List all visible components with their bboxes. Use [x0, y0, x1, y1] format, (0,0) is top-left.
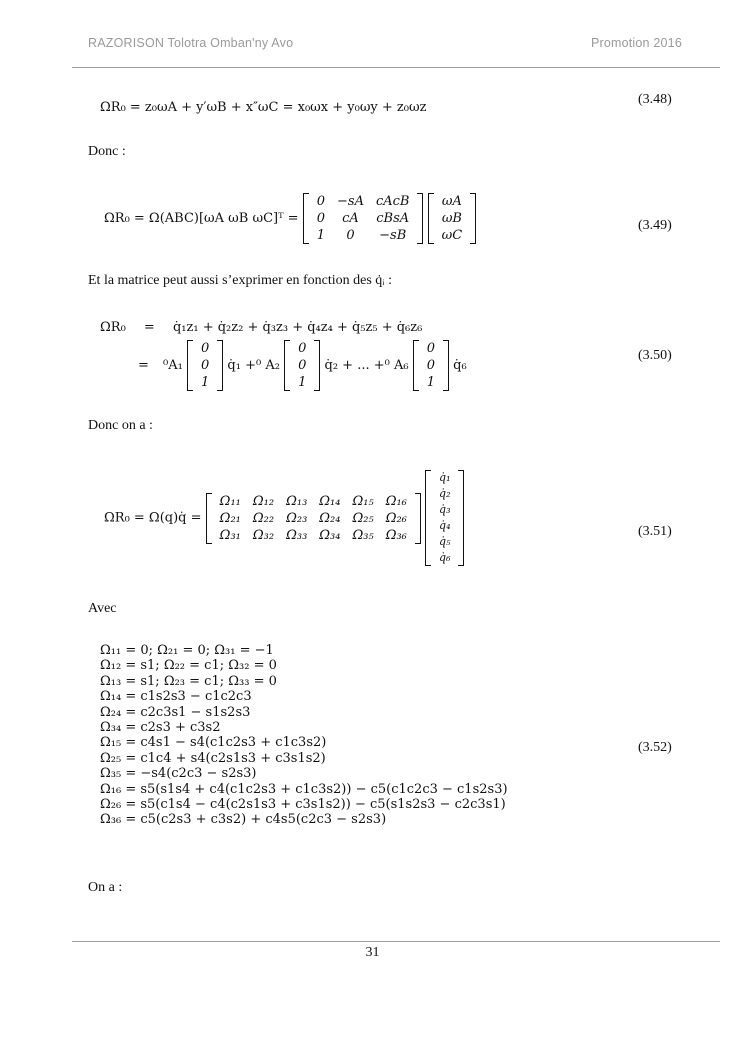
- header-author: RAZORISON Tolotra Omban'ny Avo: [88, 36, 294, 50]
- matrix-3-49-cell: cBsA: [376, 211, 410, 226]
- equation-3-52-line: Ω₁₅ = c4s1 − s4(c1c2s3 + c1c3s2): [100, 735, 327, 751]
- matrix-3-51-cell: Ω₁₂: [252, 493, 275, 509]
- matrix-3-51-cell: Ω₁₁: [219, 493, 241, 509]
- matrix-3-51-cell: Ω₂₅: [352, 510, 374, 526]
- matrix-3-49-cell: 1: [316, 228, 325, 243]
- matrix-3-49-cell: 0: [316, 211, 325, 226]
- matrix-3-51-cell: Ω₁₆: [385, 493, 407, 509]
- equation-3-50-col-6: [413, 340, 449, 391]
- column-3-50-cell: 1: [298, 375, 307, 390]
- paragraph-donc-on-a: Donc on a :: [88, 418, 153, 433]
- paragraph-matrice: Et la matrice peut aussi s’exprimer en fonction des q̇ᵢ :: [88, 273, 392, 288]
- equation-3-52-line: Ω₁₆ = s5(s1s4 + c4(c1c2s3 + c1c3s2)) − c5(c1c2c3 − c1s2s3): [100, 781, 508, 797]
- equation-3-52-line: Ω₃₄ = c2s3 + c3s2: [100, 719, 221, 735]
- matrix-3-49-cell: 0: [316, 194, 325, 209]
- equation-3-51-vector: [425, 470, 464, 566]
- matrix-3-51-cell: Ω₂₂: [252, 510, 275, 526]
- page-number: 31: [365, 945, 380, 960]
- column-3-50-cell: 0: [426, 341, 435, 356]
- equation-3-49-matrix: [303, 193, 424, 244]
- matrix-3-51-cell: Ω₁₄: [319, 493, 341, 509]
- column-3-50-cell: 1: [426, 375, 435, 390]
- equation-3-52-line: Ω₃₅ = −s4(c2c3 − s2s3): [100, 766, 257, 782]
- vector-3-51-cell: q̇₁: [439, 471, 451, 484]
- equation-3-48: ΩR₀ = z₀ωA + y′ωB + x″ωC = x₀ωx + y₀ωy + z₀ωz: [100, 100, 427, 115]
- equation-3-49-lhs: ΩR₀ = Ω(ABC)[ωA ωB ωC]ᵀ =: [104, 211, 299, 226]
- vector-3-51-cell: q̇₆: [439, 551, 451, 564]
- equation-3-51-matrix: [206, 493, 421, 544]
- equation-3-51: [104, 470, 464, 566]
- matrix-3-51-cell: Ω₃₃: [286, 527, 308, 543]
- equation-3-52-line: Ω₂₄ = c2c3s1 − s1s2s3: [100, 704, 251, 720]
- paragraph-donc: Donc :: [88, 144, 126, 159]
- equation-number-3-52: (3.52): [638, 740, 672, 755]
- paragraph-avec: Avec: [88, 601, 117, 616]
- equation-3-50-col-1: [187, 340, 223, 391]
- header-promotion: Promotion 2016: [590, 36, 682, 50]
- equation-3-52-line: Ω₁₃ = s1; Ω₂₃ = c1; Ω₃₃ = 0: [100, 673, 277, 689]
- equation-3-50-q2: q̇₂ + ... +⁰ A₆: [324, 358, 409, 373]
- matrix-3-49-cell: −sA: [337, 194, 364, 209]
- column-3-50-cell: 0: [298, 358, 307, 373]
- vector-3-49-cell: ωB: [441, 211, 462, 226]
- equation-number-3-51: (3.51): [638, 524, 672, 539]
- column-3-50-cell: 0: [298, 341, 307, 356]
- equation-3-50-rhs: q̇₁z₁ + q̇₂z₂ + q̇₃z₃ + q̇₄z₄ + q̇₅z₅ + q̇₆z₆: [172, 320, 423, 335]
- matrix-3-49-cell: cAcB: [375, 194, 410, 209]
- equation-3-50-lhs: ΩR₀: [100, 320, 126, 335]
- equation-3-52: [100, 643, 508, 828]
- equation-3-52-line: Ω₁₁ = 0; Ω₂₁ = 0; Ω₃₁ = −1: [100, 643, 274, 658]
- matrix-3-51-cell: Ω₂₄: [319, 510, 341, 526]
- equation-3-50-q1: q̇₁ +⁰ A₂: [227, 358, 280, 373]
- vector-3-51-cell: q̇₄: [439, 519, 451, 532]
- column-3-50-cell: 0: [201, 358, 210, 373]
- equation-3-52-line: Ω₁₂ = s1; Ω₂₂ = c1; Ω₃₂ = 0: [100, 658, 277, 674]
- matrix-3-51-cell: Ω₃₁: [219, 527, 241, 543]
- matrix-3-51-cell: Ω₃₆: [385, 527, 407, 543]
- equation-3-52-line: Ω₂₅ = c1c4 + s4(c2s1s3 + c3s1s2): [100, 750, 326, 766]
- equation-3-52-line: Ω₃₆ = c5(c2s3 + c3s2) + c4s5(c2c3 − s2s3): [100, 812, 387, 828]
- footer-rule: [72, 941, 720, 942]
- equation-3-50-line1: ΩR₀ = q̇₁z₁ + q̇₂z₂ + q̇₃z₃ + q̇₄z₄ + q̇₅z₅ + q̇₆z₆: [100, 320, 423, 335]
- equation-3-50-col-2: [284, 340, 320, 391]
- matrix-3-51-cell: Ω₃₄: [319, 527, 341, 543]
- equation-3-52-line: Ω₁₄ = c1s2s3 − c1c2c3: [100, 689, 252, 705]
- matrix-3-51-cell: Ω₃₂: [252, 527, 275, 543]
- equation-number-3-50: (3.50): [638, 348, 672, 363]
- column-3-50-cell: 0: [426, 358, 435, 373]
- matrix-3-49-cell: 0: [346, 228, 355, 243]
- vector-3-51-cell: q̇₂: [439, 487, 451, 500]
- matrix-3-49-cell: cA: [342, 211, 359, 226]
- matrix-3-51-cell: Ω₂₃: [286, 510, 308, 526]
- equation-number-3-49: (3.49): [638, 218, 672, 233]
- equation-3-49-vector: [428, 193, 477, 244]
- equation-number-3-48: (3.48): [638, 92, 672, 107]
- equation-3-50-q6: q̇₆: [453, 358, 467, 373]
- equation-3-50-a1: ⁰A₁: [163, 358, 183, 373]
- column-3-50-cell: 0: [201, 341, 210, 356]
- equation-3-49: [104, 193, 476, 244]
- matrix-3-51-cell: Ω₃₅: [352, 527, 374, 543]
- matrix-3-51-cell: Ω₂₁: [219, 510, 241, 526]
- matrix-3-51-cell: Ω₁₅: [352, 493, 374, 509]
- vector-3-51-cell: q̇₅: [439, 535, 451, 548]
- equation-3-51-lhs: ΩR₀ = Ω(q)q̇ =: [104, 510, 202, 526]
- paragraph-on-a: On a :: [88, 880, 123, 895]
- column-3-50-cell: 1: [201, 375, 210, 390]
- equation-3-52-line: Ω₂₆ = s5(c1s4 − c4(c2s1s3 + c3s1s2)) − c5(s1s2s3 − c2c3s1): [100, 796, 506, 812]
- header-rule: [72, 67, 720, 68]
- matrix-3-51-cell: Ω₁₃: [286, 493, 308, 509]
- vector-3-49-cell: ωA: [441, 194, 462, 209]
- matrix-3-49-cell: −sB: [379, 228, 407, 243]
- matrix-3-51-cell: Ω₂₆: [385, 510, 407, 526]
- equation-3-50-line2: = ⁰A₁ 0 0 1 q̇₁ +⁰ A₂ 0 0 1 q̇₂ + ... +⁰ A₆ 0 0 1 q̇₆: [138, 341, 467, 390]
- vector-3-51-cell: q̇₃: [439, 503, 451, 516]
- vector-3-49-cell: ωC: [441, 228, 463, 243]
